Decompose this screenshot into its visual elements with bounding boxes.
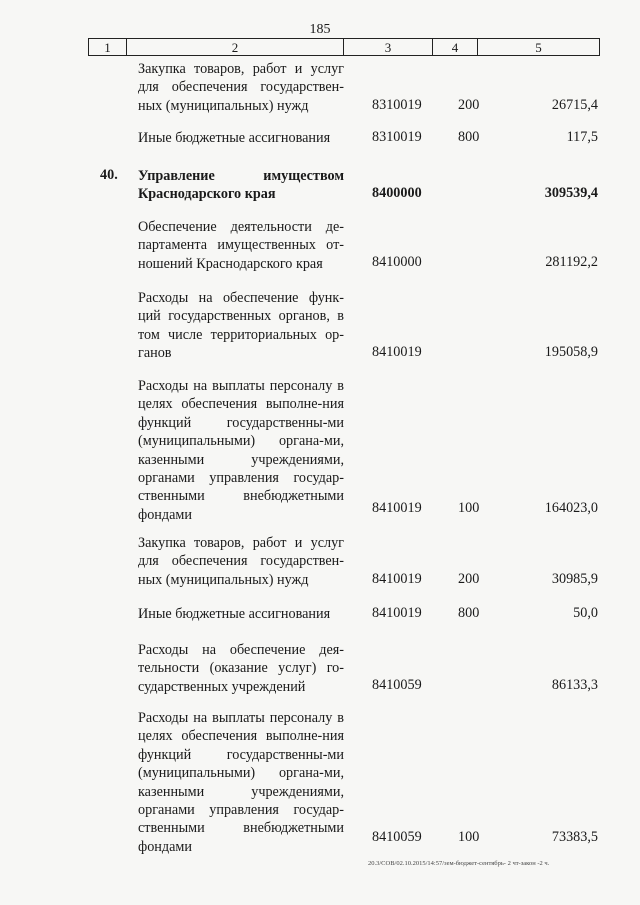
row-amount: 281192,2 <box>545 254 598 270</box>
row-amount: 309539,4 <box>544 185 598 201</box>
row-description: Обеспечение деятельности де-партамента имущественных от-ношений Краснодарского края <box>138 219 344 272</box>
row-code: 8410019 <box>372 500 422 516</box>
section-number: 40. <box>100 167 118 183</box>
row-group: 100 <box>458 829 480 845</box>
header-col-4: 4 <box>432 39 477 55</box>
row-amount: 73383,5 <box>551 829 598 845</box>
row-amount: 164023,0 <box>544 500 598 516</box>
row-description: Расходы на обеспечение функ-ций государственных органов, в том числе территориальных ор-ганов <box>138 290 344 362</box>
row-group: 800 <box>458 605 480 621</box>
row-amount: 26715,4 <box>551 97 598 113</box>
row-group: 200 <box>458 571 480 587</box>
row-description: Закупка товаров, работ и услуг для обеспечения государствен-ных (муниципальных) нужд <box>138 61 344 114</box>
row-code: 8410019 <box>372 344 422 360</box>
row-description: Расходы на выплаты персоналу в целях обеспечения выполне-ния функций государственны-ми (муниципальными) органа-ми, казенными учреждениями, органами управления государ-ственными внебюджетными фондами <box>138 710 344 855</box>
row-group: 100 <box>458 500 480 516</box>
row-code: 8410059 <box>372 829 422 845</box>
row-code: 8400000 <box>372 185 422 201</box>
footer-file-stamp: 20.3/СОВ/02.10.2015/14:57/зем-бюджет-сентябрь- 2 чт-закон -2 ч. <box>368 860 550 867</box>
row-description: Закупка товаров, работ и услуг для обеспечения государствен-ных (муниципальных) нужд <box>138 535 344 588</box>
row-amount: 50,0 <box>573 605 598 621</box>
row-code: 8410000 <box>372 254 422 270</box>
row-amount: 117,5 <box>566 129 598 145</box>
row-group: 200 <box>458 97 480 113</box>
row-description: Управление имуществом Краснодарского края <box>138 168 344 203</box>
row-amount: 195058,9 <box>544 344 598 360</box>
row-code: 8410059 <box>372 677 422 693</box>
header-col-1: 1 <box>104 40 111 55</box>
row-amount: 30985,9 <box>551 571 598 587</box>
row-description: Иные бюджетные ассигнования <box>138 606 331 622</box>
page-number: 185 <box>309 22 331 37</box>
row-code: 8310019 <box>372 97 422 113</box>
row-description: Расходы на обеспечение дея-тельности (оказание услуг) го-сударственных учреждений <box>138 642 344 695</box>
row-code: 8410019 <box>372 605 422 621</box>
row-description: Расходы на выплаты персоналу в целях обеспечения выполне-ния функций государственны-ми (муниципальными) органа-ми, казенными учреждениями, органами управления государ-ственными внебюджетными фондами <box>138 378 344 523</box>
header-col-2: 2 <box>126 39 343 55</box>
row-description: Иные бюджетные ассигнования <box>138 130 331 146</box>
table-header <box>88 38 600 56</box>
header-col-3: 3 <box>343 39 432 55</box>
row-code: 8310019 <box>372 129 422 145</box>
row-group: 800 <box>458 129 480 145</box>
header-col-5: 5 <box>477 39 599 55</box>
row-code: 8410019 <box>372 571 422 587</box>
row-amount: 86133,3 <box>551 677 598 693</box>
